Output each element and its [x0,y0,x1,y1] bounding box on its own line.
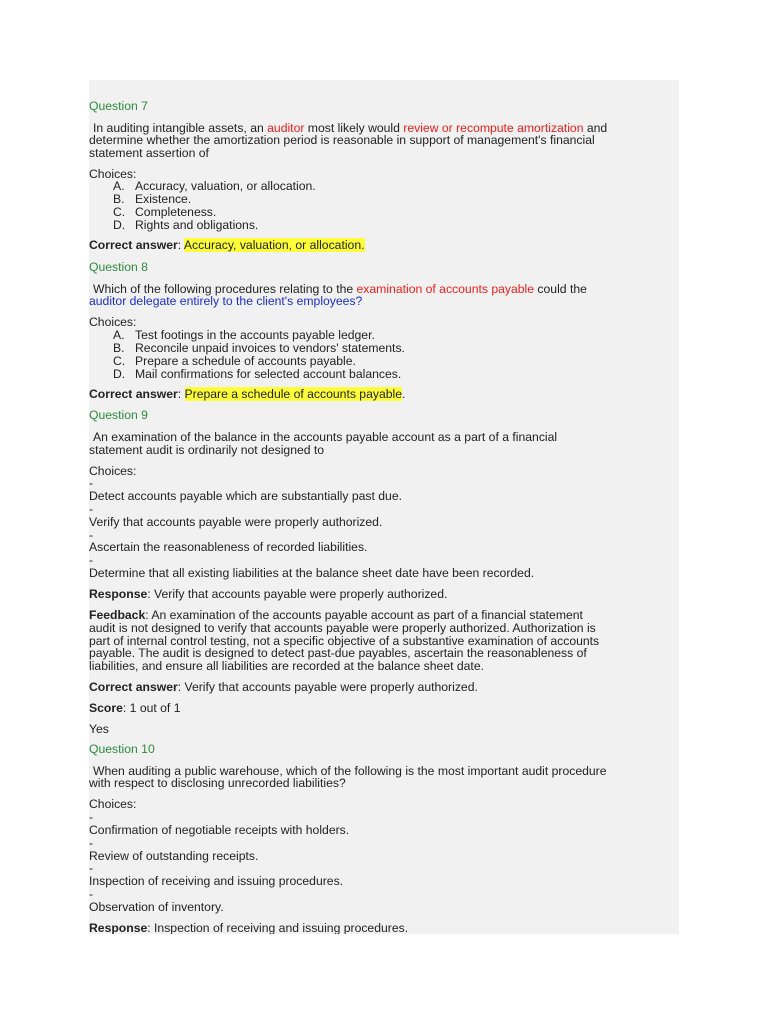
question-9-stem-line1: An examination of the balance in the accounts payable account as a part of a financial [93,430,558,444]
question-9-feedback-line: payable. The audit is designed to detect past-due payables, ascertain the reasonableness of [89,646,587,660]
question-7-correct-answer: Correct answer: Accuracy, valuation, or allocation. [89,238,365,252]
question-7-stem-line3: statement assertion of [89,146,209,160]
choice-item: C. Prepare a schedule of accounts payable. [113,354,356,368]
question-7-label: Question 7 [89,99,148,113]
question-9-score: Score: 1 out of 1 [89,701,181,715]
question-10-stem-line1: When auditing a public warehouse, which of the following is the most important audit procedure [93,764,607,778]
choice-item: D. Rights and obligations. [113,218,259,232]
question-9-result: Yes [89,722,109,736]
question-9-feedback-line: Feedback: An examination of the accounts payable account as part of a financial statement [89,608,583,622]
question-7-choices-label: Choices: [89,167,137,181]
dash: - [89,553,94,567]
question-10-response: Response: Inspection of receiving and issuing procedures. [89,921,409,934]
question-8-correct-answer: Correct answer: Prepare a schedule of accounts payable. [89,387,406,401]
dash: - [89,476,94,490]
question-9-feedback-line: part of internal control testing, not a specific objective of a substantive examination of accounts [89,634,600,648]
question-9-response: Response: Verify that accounts payable were properly authorized. [89,587,448,601]
choice-item: Determine that all existing liabilities at the balance sheet date have been recorded. [89,566,535,580]
question-9-correct-answer: Correct answer: Verify that accounts payable were properly authorized. [89,680,478,694]
choice-item: A. Test footings in the accounts payable ledger. [113,328,375,342]
question-8-stem-line2: auditor delegate entirely to the client's employees? [89,294,363,308]
question-10-label: Question 10 [89,742,155,756]
question-9-label: Question 9 [89,408,148,422]
choice-item: Inspection of receiving and issuing procedures. [89,874,344,888]
question-7-choice-list [113,180,316,232]
dash: - [89,887,94,901]
dash: - [89,810,94,824]
choice-item: A. Accuracy, valuation, or allocation. [113,179,316,193]
question-8-stem-line1: Which of the following procedures relating to the examination of accounts payable could the [93,282,587,296]
choice-item: C. Completeness. [113,205,217,219]
question-9-feedback-line: audit is not designed to verify that accounts payable were properly authorized. Authorization is [89,621,596,635]
question-9-choices-label: Choices: [89,464,137,478]
question-8-choice-list [113,329,405,381]
choice-item: B. Reconcile unpaid invoices to vendors' statements. [113,341,405,355]
dash: - [89,502,94,516]
dash: - [89,861,94,875]
choice-item: Verify that accounts payable were properly authorized. [89,515,383,529]
question-10-stem-line2: with respect to disclosing unrecorded liabilities? [89,776,346,790]
choice-item: Observation of inventory. [89,900,224,914]
question-9-feedback-line: liabilities, and ensure all liabilities are recorded at the balance sheet date. [89,659,484,673]
quiz-panel [89,80,679,934]
choice-item: Detect accounts payable which are substantially past due. [89,489,402,503]
question-7-stem-line2: determine whether the amortization period is reasonable in support of management's financial [89,133,595,147]
question-7-stem-line1: In auditing intangible assets, an auditor most likely would review or recompute amortization and [93,121,608,135]
choice-item: Confirmation of negotiable receipts with holders. [89,823,350,837]
choice-item: Ascertain the reasonableness of recorded liabilities. [89,540,368,554]
choice-item: D. Mail confirmations for selected account balances. [113,367,402,381]
dash: - [89,528,94,542]
question-8-label: Question 8 [89,260,148,274]
question-10-choices-label: Choices: [89,797,137,811]
choice-item: B. Existence. [113,192,192,206]
dash: - [89,836,94,850]
question-9-stem-line2: statement audit is ordinarily not designed to [89,443,325,457]
question-8-choices-label: Choices: [89,315,137,329]
choice-item: Review of outstanding receipts. [89,849,259,863]
